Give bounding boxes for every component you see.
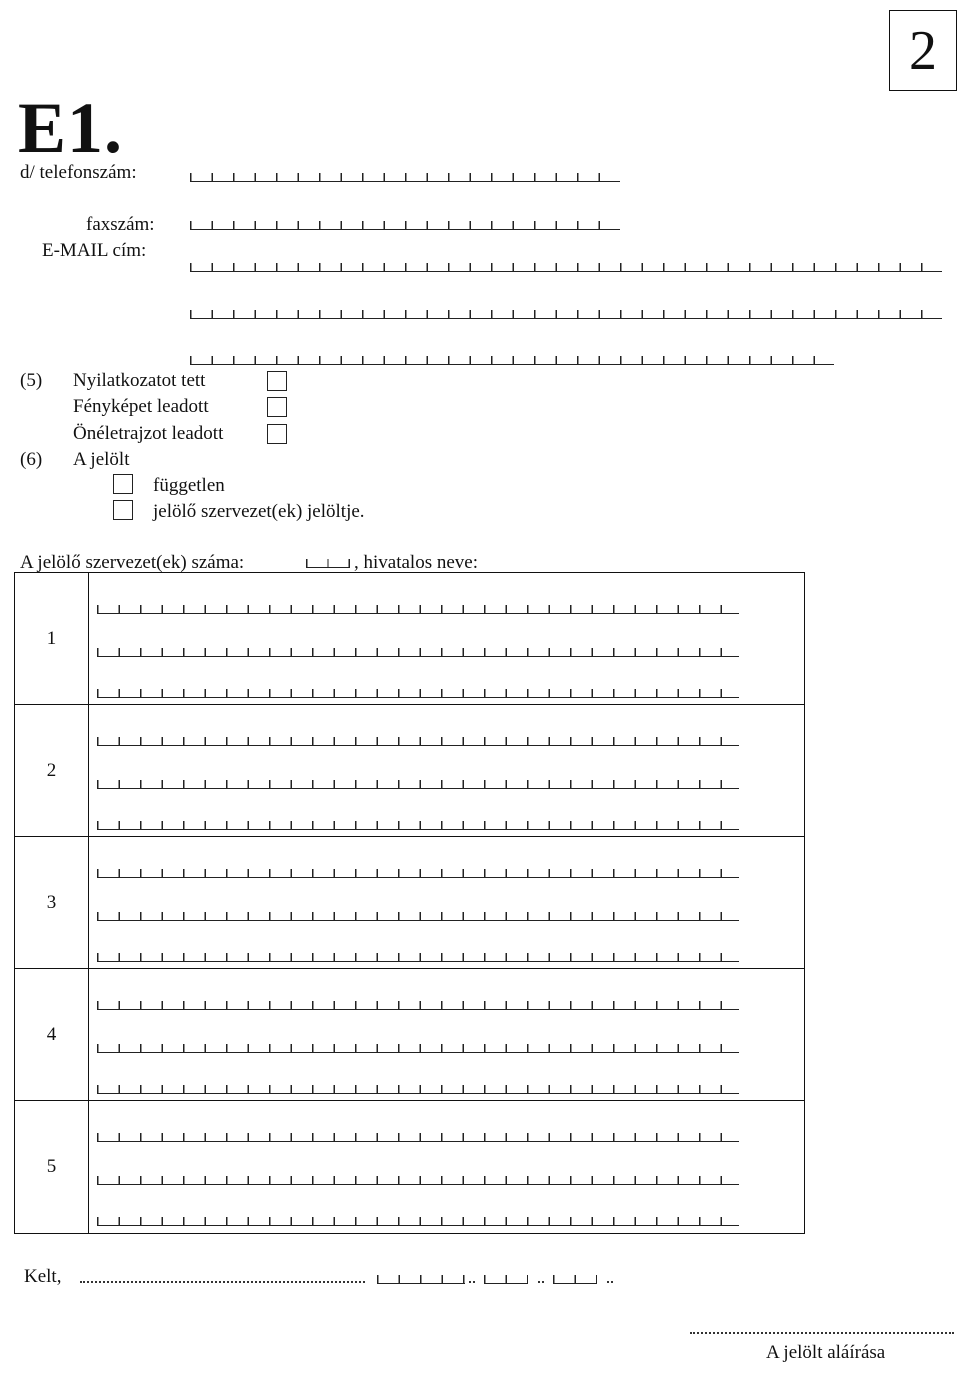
email-field-line-2[interactable] <box>190 310 942 319</box>
org-name-line[interactable] <box>97 648 739 657</box>
separator-dot <box>469 1281 475 1283</box>
row-number: 4 <box>15 969 89 1100</box>
org-name-line[interactable] <box>97 821 739 830</box>
table-row <box>15 573 804 705</box>
fax-field[interactable] <box>190 221 620 230</box>
org-name-line[interactable] <box>97 912 739 921</box>
org-candidate-label: jelölő szervezet(ek) jelöltje. <box>153 501 365 522</box>
statement-checkbox[interactable] <box>267 371 287 391</box>
statement-label: Nyilatkozatot tett <box>73 370 206 391</box>
month-field[interactable] <box>484 1275 528 1284</box>
org-candidate-checkbox[interactable] <box>113 500 133 520</box>
org-name-line[interactable] <box>97 1133 739 1142</box>
org-name-line[interactable] <box>97 1217 739 1226</box>
table-row <box>15 969 804 1101</box>
photo-checkbox[interactable] <box>267 397 287 417</box>
section-5-number: (5) <box>20 370 43 391</box>
org-name-line[interactable] <box>97 605 739 614</box>
place-field[interactable] <box>80 1281 365 1283</box>
org-name-line[interactable] <box>97 1085 739 1094</box>
signature-line[interactable] <box>690 1332 954 1334</box>
separator-dot <box>538 1281 544 1283</box>
org-name-line[interactable] <box>97 689 739 698</box>
fax-label: faxszám: <box>86 214 155 235</box>
photo-label: Fényképet leadott <box>73 396 209 417</box>
section-6-number: (6) <box>20 449 43 470</box>
day-field[interactable] <box>553 1275 597 1284</box>
email-label: E-MAIL cím: <box>42 240 147 261</box>
independent-checkbox[interactable] <box>113 474 133 494</box>
org-count-field[interactable] <box>306 559 350 568</box>
row-number: 3 <box>15 837 89 968</box>
phone-label: d/ telefonszám: <box>20 162 137 183</box>
org-name-line[interactable] <box>97 780 739 789</box>
org-name-line[interactable] <box>97 1044 739 1053</box>
signature-label: A jelölt aláírása <box>766 1342 886 1363</box>
org-name-line[interactable] <box>97 1176 739 1185</box>
org-name-label: , hivatalos neve: <box>354 552 478 573</box>
row-number: 1 <box>15 573 89 704</box>
org-name-line[interactable] <box>97 737 739 746</box>
phone-field[interactable] <box>190 173 620 182</box>
email-field-line-3[interactable] <box>190 356 834 365</box>
table-row <box>15 837 804 969</box>
year-field[interactable] <box>377 1275 465 1284</box>
independent-label: független <box>153 475 225 496</box>
table-row <box>15 705 804 837</box>
org-count-label: A jelölő szervezet(ek) száma: <box>20 552 245 573</box>
org-name-line[interactable] <box>97 953 739 962</box>
cv-label: Önéletrajzot leadott <box>73 423 224 444</box>
separator-dot <box>607 1281 613 1283</box>
table-row <box>15 1101 804 1233</box>
org-name-table <box>14 572 805 1234</box>
date-label: Kelt, <box>24 1266 62 1287</box>
row-number: 2 <box>15 705 89 836</box>
email-field-line-1[interactable] <box>190 263 942 272</box>
candidate-label: A jelölt <box>73 449 130 470</box>
org-name-line[interactable] <box>97 869 739 878</box>
org-name-line[interactable] <box>97 1001 739 1010</box>
row-number: 5 <box>15 1101 89 1233</box>
page-number-box: 2 <box>889 10 957 91</box>
form-code: E1. <box>18 88 124 168</box>
cv-checkbox[interactable] <box>267 424 287 444</box>
